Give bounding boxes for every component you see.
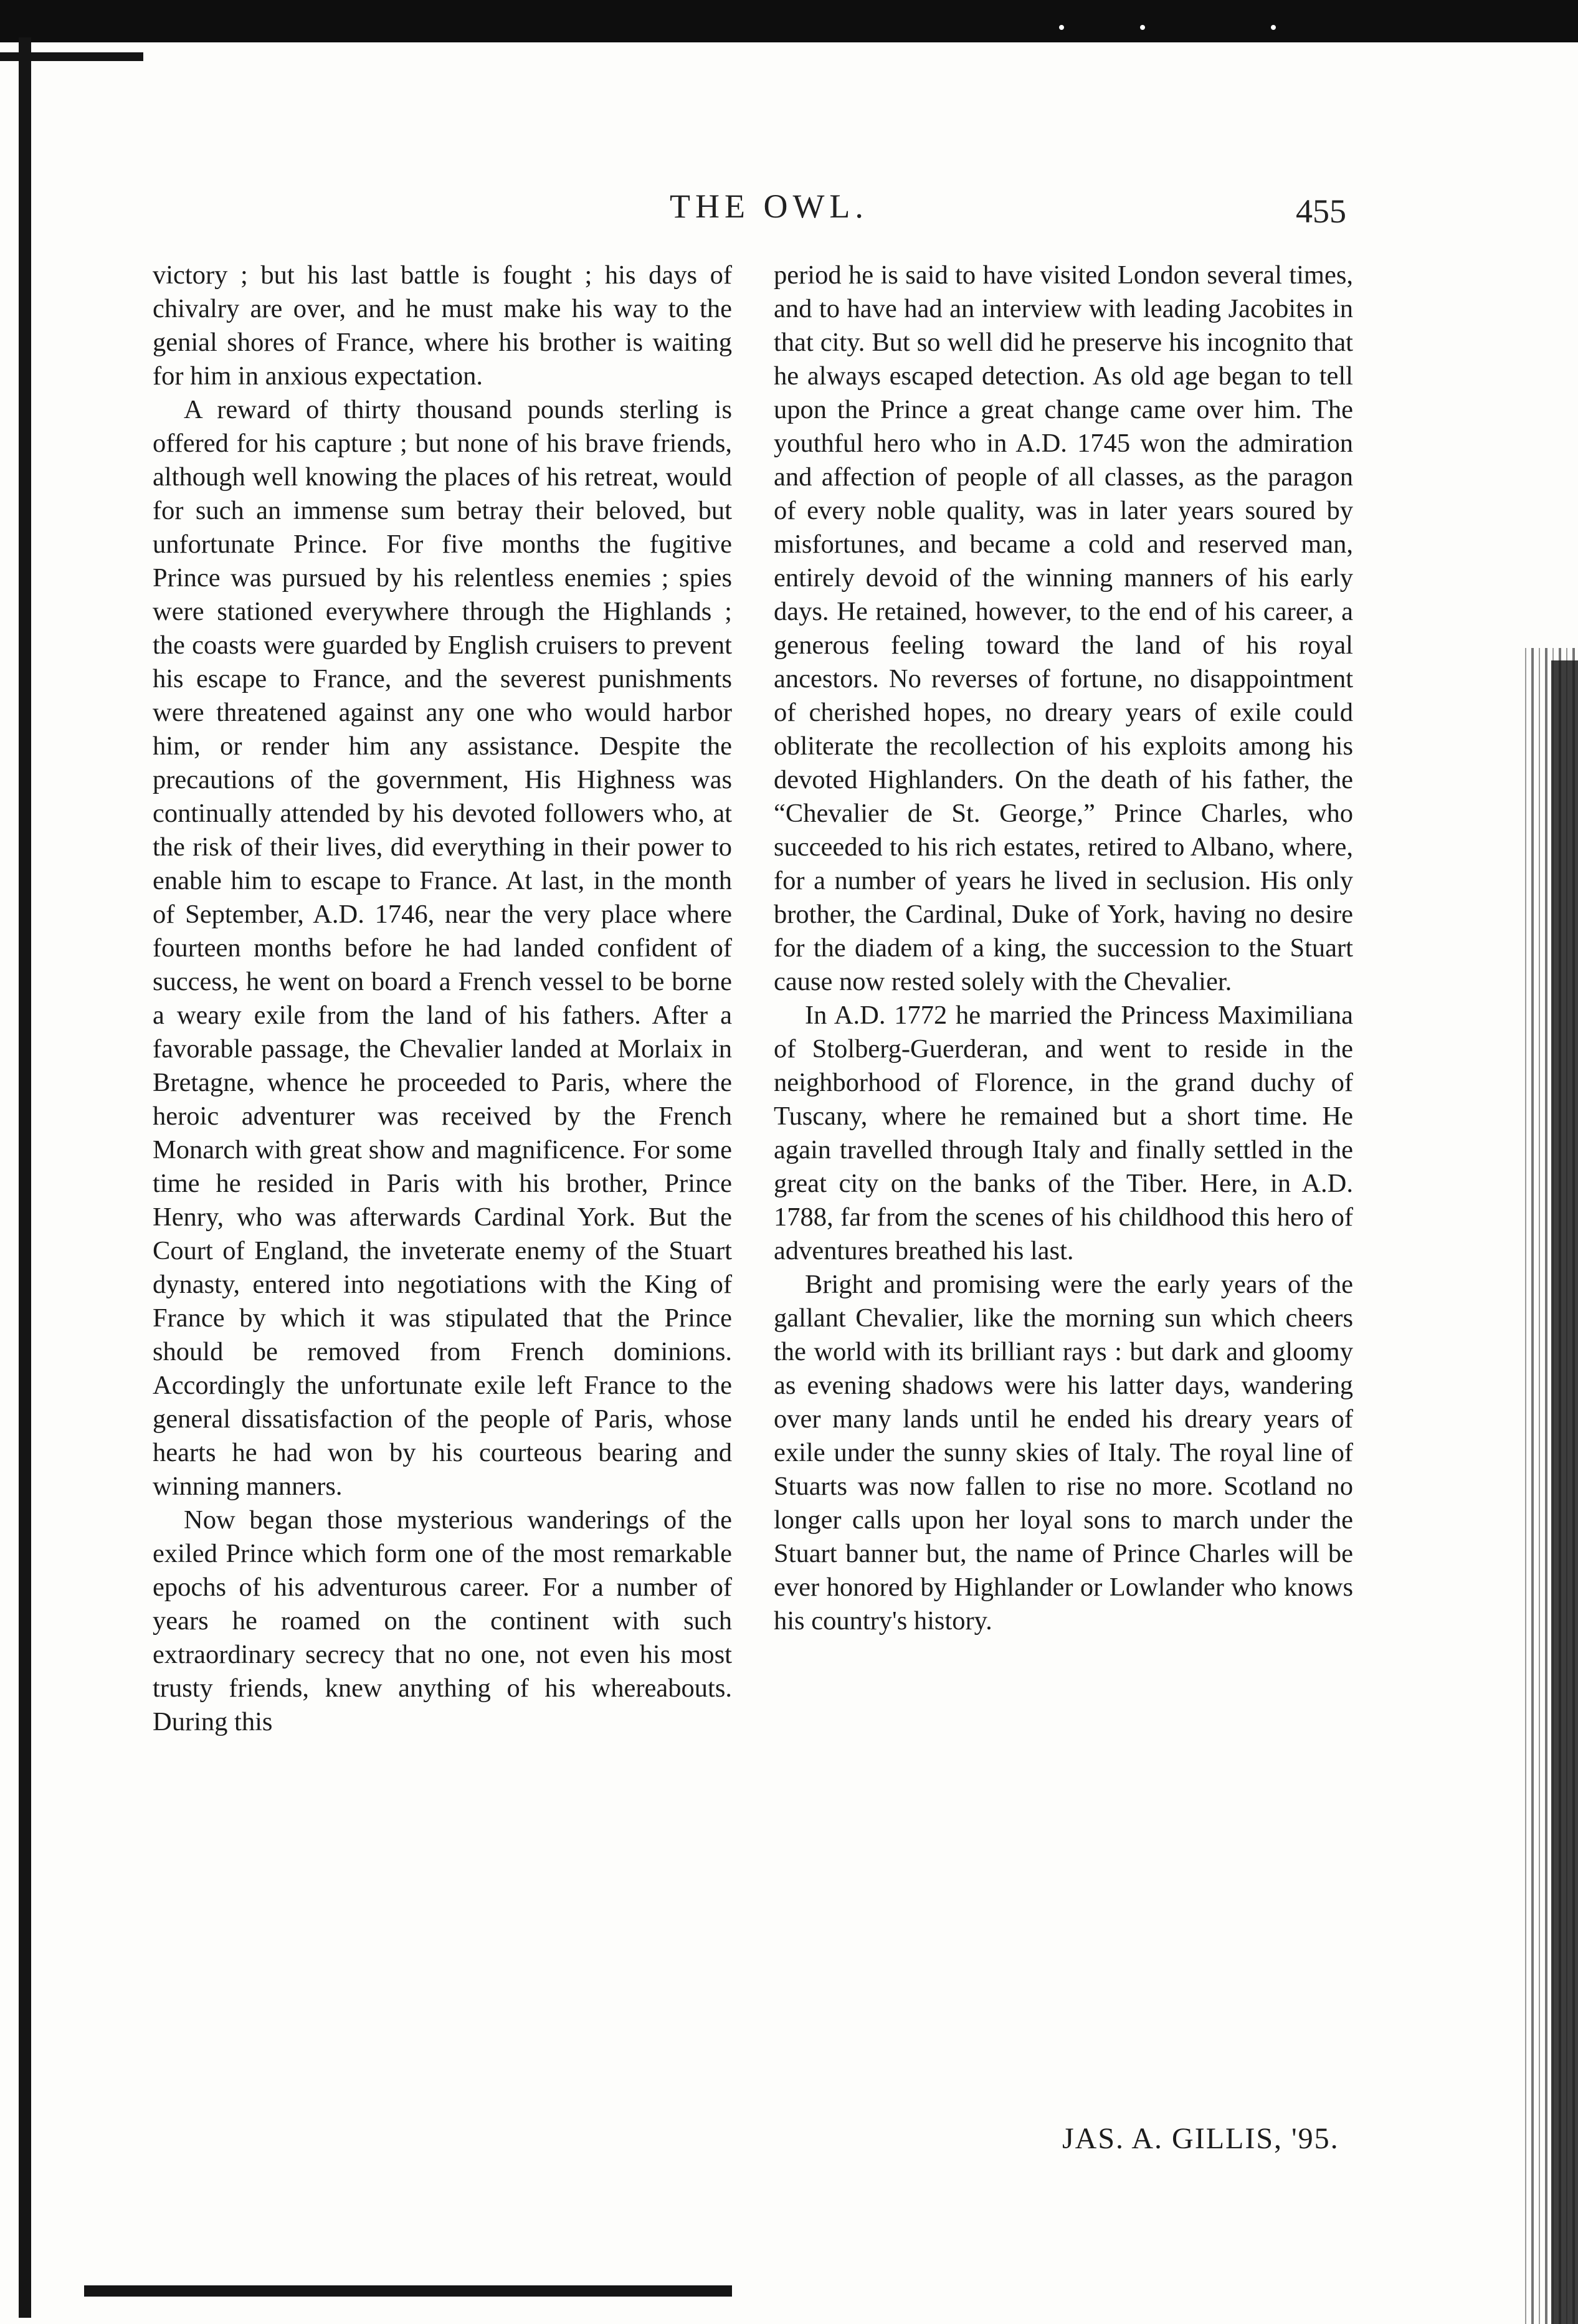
right-column: [774, 259, 1353, 1638]
left-rule-cap: [0, 52, 143, 61]
paragraph: period he is said to have visited London several times, and to have had an interview with leading Jacobites in that city. But so well did he preserve his incognito that he always escaped detection. As old age began to tell upon the Prince a great change came over him. The youthful hero who in A.D. 1745 won the admiration and affection of people of all classes, as the paragon of every noble quality, was in later years soured by misfortunes, and became a cold and reserved man, entirely devoid of the winning manners of his early days. He retained, however, to the end of his career, a generous feeling toward the land of his royal ancestors. No reverses of fortune, no disappointment of cherished hopes, no dreary years of exile could obliterate the recollection of his exploits among his devoted Highlanders. On the death of his father, the “Chevalier de St. George,” Prince Charles, who succeeded to his rich estates, retired to Albano, where, for a number of years he lived in seclusion. His only brother, the Cardinal, Duke of York, having no desire for the diadem of a king, the succession to the Stuart cause now rested solely with the Chevalier.: [774, 260, 1353, 996]
paragraph: In A.D. 1772 he married the Princess Maximiliana of Stolberg-Guerderan, and went to reside in the neighborhood of Florence, in the grand duchy of Tuscany, where he remained but a short time. He again travelled through Italy and finally settled in the great city on the banks of the Tiber. Here, in A.D. 1788, far from the scenes of his childhood this hero of adventures breathed his last.: [774, 1001, 1353, 1265]
paragraph: A reward of thirty thousand pounds sterling is offered for his capture ; but none of his brave friends, although well knowing the places of his retreat, would for such an immense sum betray their beloved, but unfortunate Prince. For five months the fugitive Prince was pursued by his relentless enemies ; spies were stationed everywhere through the Highlands ; the coasts were guarded by English cruisers to prevent his escape to France, and the severest punishments were threatened against any one who would harbor him, or render him any assistance. Despite the precautions of the government, His Highness was continually attended by his devoted followers who, at the risk of their lives, did everything in their power to enable him to escape to France. At last, in the month of September, A.D. 1746, near the very place where fourteen months before he had landed confident of success, he went on board a French vessel to be borne a weary exile from the land of his fathers. After a favorable passage, the Chevalier landed at Morlaix in Bretagne, whence he proceeded to Paris, where the heroic adventurer was received by the French Monarch with great show and magnificence. For some time he resided in Paris with his brother, Prince Henry, who was afterwards Cardinal York. But the Court of England, the inveterate enemy of the Stuart dynasty, entered into negotiations with the King of France by which it was stipulated that the Prince should be removed from French dominions. Accordingly the unfortunate exile left France to the general dissatisfaction of the people of Paris, whose hearts he had won by his courteous bearing and winning manners.: [153, 395, 732, 1501]
page-top-border: [0, 0, 1578, 42]
left-column: [153, 259, 732, 1739]
paragraph: Bright and promising were the early years of the gallant Chevalier, like the morning sun which cheers the world with its brilliant rays : but dark and gloomy as evening shadows were his latter days, wandering over many lands until he ended his dreary years of exile under the sunny skies of Italy. The royal line of Stuarts was now fallen to rise no more. Scotland no longer calls upon her loyal sons to march under the Stuart banner but, the name of Prince Charles will be ever honored by Highlander or Lowlander who knows his country's history.: [774, 1270, 1353, 1636]
right-scan-edge-dark: [1551, 660, 1578, 2324]
scan-speck: [1140, 25, 1145, 30]
bottom-scan-bar: [84, 2285, 732, 2297]
paragraph: victory ; but his last battle is fought ; his days of chivalry are over, and he must make his way to the genial shores of France, where his brother is waiting for him in anxious expectation.: [153, 260, 732, 391]
left-binding-rule: [19, 37, 31, 2318]
author-signature: JAS. A. GILLIS, '95.: [1062, 2122, 1339, 2155]
paragraph: Now began those mysterious wanderings of the exiled Prince which form one of the most remarkable epochs of his adventurous career. For a number of years he roamed on the continent with such extraordinary secrecy that no one, not even his most trusty friends, knew anything of his whereabouts. During this: [153, 1505, 732, 1736]
scan-speck: [1271, 25, 1276, 30]
running-header-title: THE OWL.: [670, 188, 868, 225]
page-number: 455: [1296, 193, 1346, 230]
scan-speck: [1059, 25, 1064, 30]
